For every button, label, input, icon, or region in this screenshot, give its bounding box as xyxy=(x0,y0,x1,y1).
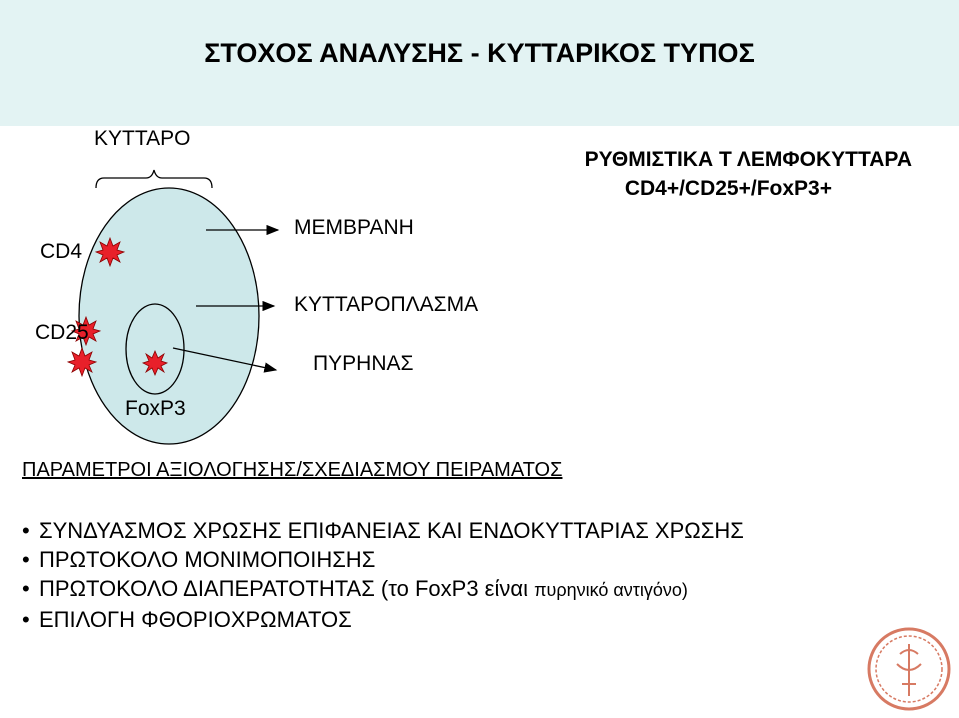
bullet-icon: • xyxy=(22,547,30,572)
cell-label: ΚΥΤΤΑΡΟ xyxy=(94,127,191,150)
regulatory-cells-title: ΡΥΘΜΙΣΤΙΚΑ Τ ΛΕΜΦΟΚΥΤΤΑΡΑ xyxy=(584,148,912,171)
parameters-heading: ΠΑΡΑΜΕΤΡΟΙ ΑΞΙΟΛΟΓΗΣΗΣ/ΣΧΕΔΙΑΣΜΟΥ ΠΕΙΡΑΜΑΤΟΣ xyxy=(22,459,563,481)
bullet-icon: • xyxy=(22,607,30,632)
list-item: • ΣΥΝΔΥΑΣΜΟΣ ΧΡΩΣΗΣ ΕΠΙΦΑΝΕΙΑΣ ΚΑΙ ΕΝΔΟΚΥΤΤΑΡΙΑΣ ΧΡΩΣΗΣ xyxy=(22,518,744,543)
cd25-marker-icon-2 xyxy=(68,348,96,376)
cd4-label: CD4 xyxy=(40,240,83,263)
bullet-icon: • xyxy=(22,576,30,601)
regulatory-cells-phenotype: CD4+/CD25+/FoxP3+ xyxy=(624,177,832,200)
list-item: • ΕΠΙΛΟΓΗ ΦΘΟΡΙΟΧΡΩΜΑΤΟΣ xyxy=(22,607,352,632)
bullet-icon: • xyxy=(22,518,30,543)
parameters-list xyxy=(22,516,744,634)
list-item: • ΠΡΩΤΟΚΟΛΟ ΜΟΝΙΜΟΠΟΙΗΣΗΣ xyxy=(22,547,376,572)
foxp3-label: FoxP3 xyxy=(125,397,186,420)
university-seal-icon xyxy=(864,624,954,714)
cd25-label: CD25 xyxy=(35,321,89,344)
cytoplasm-label: ΚΥΤΤΑΡΟΠΛΑΣΜΑ xyxy=(294,293,479,316)
cd4-marker-icon xyxy=(96,238,124,266)
foxp3-marker-icon xyxy=(143,351,167,375)
page-title: ΣΤΟΧΟΣ ΑΝΑΛΥΣΗΣ - ΚΥΤΤΑΡΙΚΟΣ ΤΥΠΟΣ xyxy=(204,38,755,68)
nucleus-label: ΠΥΡΗΝΑΣ xyxy=(313,352,414,375)
list-item: • ΠΡΩΤΟΚΟΛΟ ΔΙΑΠΕΡΑΤΟΤΗΤΑΣ (το FoxP3 είναι πυρηνικό αντιγόνο) xyxy=(22,576,688,601)
membrane-label: ΜΕΜΒΡΑΝΗ xyxy=(294,216,414,239)
cell-brace xyxy=(96,170,212,188)
